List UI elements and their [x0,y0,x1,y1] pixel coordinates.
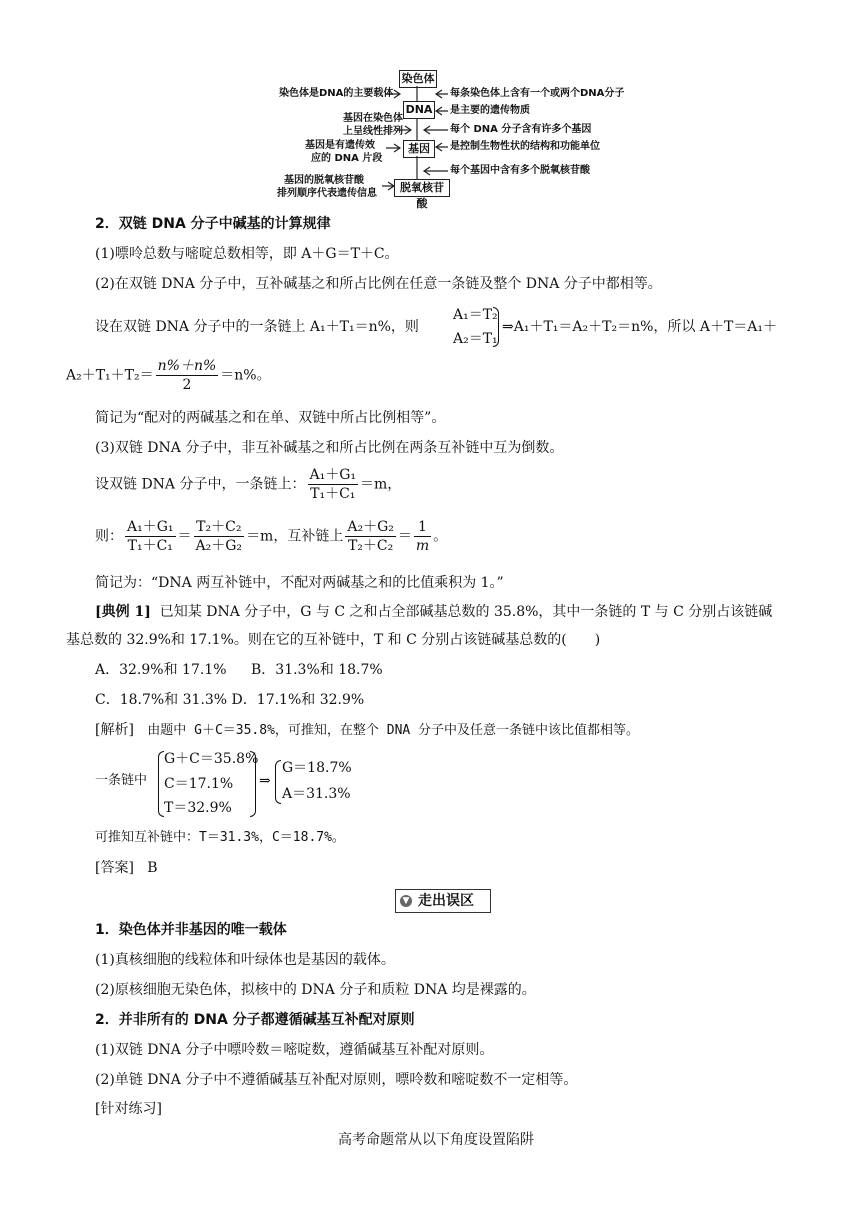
banner-text: 走出误区 [418,893,474,909]
para-8-pre: 则： [95,528,123,545]
box-dna: DNA [403,101,435,119]
box-nucleotide: 脱氧核苷酸 [394,179,450,197]
fraction-4 [414,518,431,555]
option-b: B．31.3%和 18.7% [251,662,383,678]
fraction-ratio-den: T₁＋C₁ [310,486,356,502]
fraction-n [156,357,219,394]
fraction-4-num: 1 [414,518,431,537]
misconception-heading-2: 2．并非所有的 DNA 分子都遵循碱基互补配对原则 [95,1012,415,1028]
example-line-1 [95,604,772,621]
para-3-eq1: A₁＝T₂ [453,307,498,323]
diagram-left-2b: 上呈线性排列 [343,126,403,137]
option-c-d: C．18.7%和 31.3% D．17.1%和 32.9% [95,692,365,708]
triangle-down-icon: ▼ [400,895,412,907]
para-8-eq2: ＝ [397,528,412,545]
diagram-right-3: 每个 DNA 分子含有许多个基因 [450,124,592,135]
para-8-end: 。 [433,528,448,545]
misconception-1-a: (1)真核细胞的线粒体和叶绿体也是基因的载体。 [95,952,395,968]
fraction-3 [345,518,396,555]
para-2: (2)在双链 DNA 分子中，互补碱基之和所占比例在任意一条链及整个 DNA 分子中都相等。 [95,276,662,292]
para-7-pre: 设双链 DNA 分子中，一条链上： [95,476,306,493]
diagram-left-1: 染色体是DNA的主要载体 [279,88,394,99]
para-8-eq: ＝ [177,528,192,545]
fraction-n-num: n%＋n% [157,358,217,374]
diagram-left-3b: 应的 DNA 片段 [311,153,383,164]
chain-eq-3: T＝32.9% [164,800,232,816]
analysis-line [95,722,639,739]
misconception-1-b: (2)原核细胞无染色体，拟核中的 DNA 分子和质粒 DNA 均是裸露的。 [95,982,536,998]
para-9: 简记为：“DNA 两互补链中，不配对两碱基之和的比值乘积为 1。” [95,575,504,591]
chain-label: 一条链中 [95,773,148,788]
fraction-2-den: A₂＋G₂ [195,538,243,554]
fraction-3-den: T₂＋C₂ [347,538,394,554]
para-6: (3)双链 DNA 分子中，非互补碱基之和所占比例在两条互补链中互为倒数。 [95,440,564,456]
para-7-post: ＝m， [360,476,402,493]
para-8 [95,518,447,555]
fraction-ratio-num: A₁＋G₁ [309,467,357,483]
fraction-1 [125,518,176,555]
diagram-right-5: 每个基因中含有多个脱氧核苷酸 [450,165,590,176]
result-eq-1: G＝18.7% [282,760,352,776]
option-a: A．32.9%和 17.1% [95,662,227,678]
section-heading-calc: 2．双链 DNA 分子中碱基的计算规律 [95,216,331,232]
diagram-right-4: 是控制生物性状的结构和功能单位 [450,141,600,152]
analysis-text: 由题中 G＋C＝35.8%，可推知，在整个 DNA 分子中及任意一条链中该比值都相等。 [147,723,640,738]
box-chromosome: 染色体 [399,70,437,88]
para-8-mid: ＝m，互补链上 [246,528,344,545]
fraction-n-den: 2 [182,377,192,393]
answer-tag: [答案] [95,860,134,876]
diagram-left-3a: 基因是有遗传效 [305,140,375,151]
fraction-ratio [308,466,359,503]
inference-line: 可推知互补链中：T＝31.3%，C＝18.7%。 [95,830,345,845]
fraction-2-num: T₂＋C₂ [194,518,245,537]
box-gene: 基因 [403,140,435,158]
result-eq-2: A＝31.3% [282,786,351,802]
chain-arrow: ⇒ [259,773,271,789]
analysis-tag: [解析] [95,722,134,738]
example-q2: 基总数的 32.9%和 17.1%。则在它的互补链中，T 和 C 分别占该链碱基总数的( ) [66,632,601,648]
answer-value: B [147,860,158,876]
fraction-1-den: T₁＋C₁ [127,538,173,554]
para-7 [95,466,401,503]
chain-brace-right [250,751,256,817]
diagram-left-2a: 基因在染色体 [343,113,403,124]
answer-line [95,860,158,877]
diagram-left-4b: 排列顺序代表遗传信息 [277,188,377,199]
result-brace [275,760,281,804]
para-3-post: ⇒A₁＋T₁＝A₂＋T₂＝n%，所以 A＋T＝A₁＋ [502,319,778,335]
para-3-pre: 设在双链 DNA 分子中的一条链上 A₁＋T₁＝n%，则 [95,319,419,335]
para-3-eq2: A₂＝T₁ [453,331,498,347]
practice-subtitle: 高考命题常从以下角度设置陷阱 [338,1132,534,1148]
para-3-brace [493,307,499,347]
section-banner [395,889,491,913]
para-5: 简记为“配对的两碱基之和在单、双链中所占比例相等”。 [95,410,446,426]
diagram-right-2: 是主要的遗传物质 [450,105,530,116]
fraction-2 [194,518,245,555]
practice-tag: [针对练习] [95,1101,162,1117]
chain-eq-2: C＝17.1% [164,776,234,792]
example-q1: 已知某 DNA 分子中，G 与 C 之和占全部碱基总数的 35.8%，其中一条链的 T 与 C 分别占该链碱 [159,604,773,620]
fraction-3-num: A₂＋G₂ [347,519,394,535]
para-1: (1)嘌呤总数与嘧啶总数相等，即 A＋G＝T＋C。 [95,246,399,262]
diagram-left-4a: 基因的脱氧核苷酸 [284,175,364,186]
chain-eq-1: G＋C＝35.8% [164,751,259,767]
para-4-post: ＝n%。 [220,367,271,384]
para-4-pre: A₂＋T₁＋T₂＝ [66,367,154,384]
diagram-right-1: 每条染色体上含有一个或两个DNA分子 [450,88,625,99]
example-tag: [典例 1] [95,604,151,620]
para-4 [66,357,271,394]
misconception-2-b: (2)单链 DNA 分子中不遵循碱基互补配对原则，嘌呤数和嘧啶数不一定相等。 [95,1072,578,1088]
fraction-1-num: A₁＋G₁ [127,519,174,535]
misconception-heading-1: 1．染色体并非基因的唯一载体 [95,922,287,938]
fraction-4-den: m [415,538,430,554]
misconception-2-a: (1)双链 DNA 分子中嘌呤数＝嘧啶数，遵循碱基互补配对原则。 [95,1042,494,1058]
